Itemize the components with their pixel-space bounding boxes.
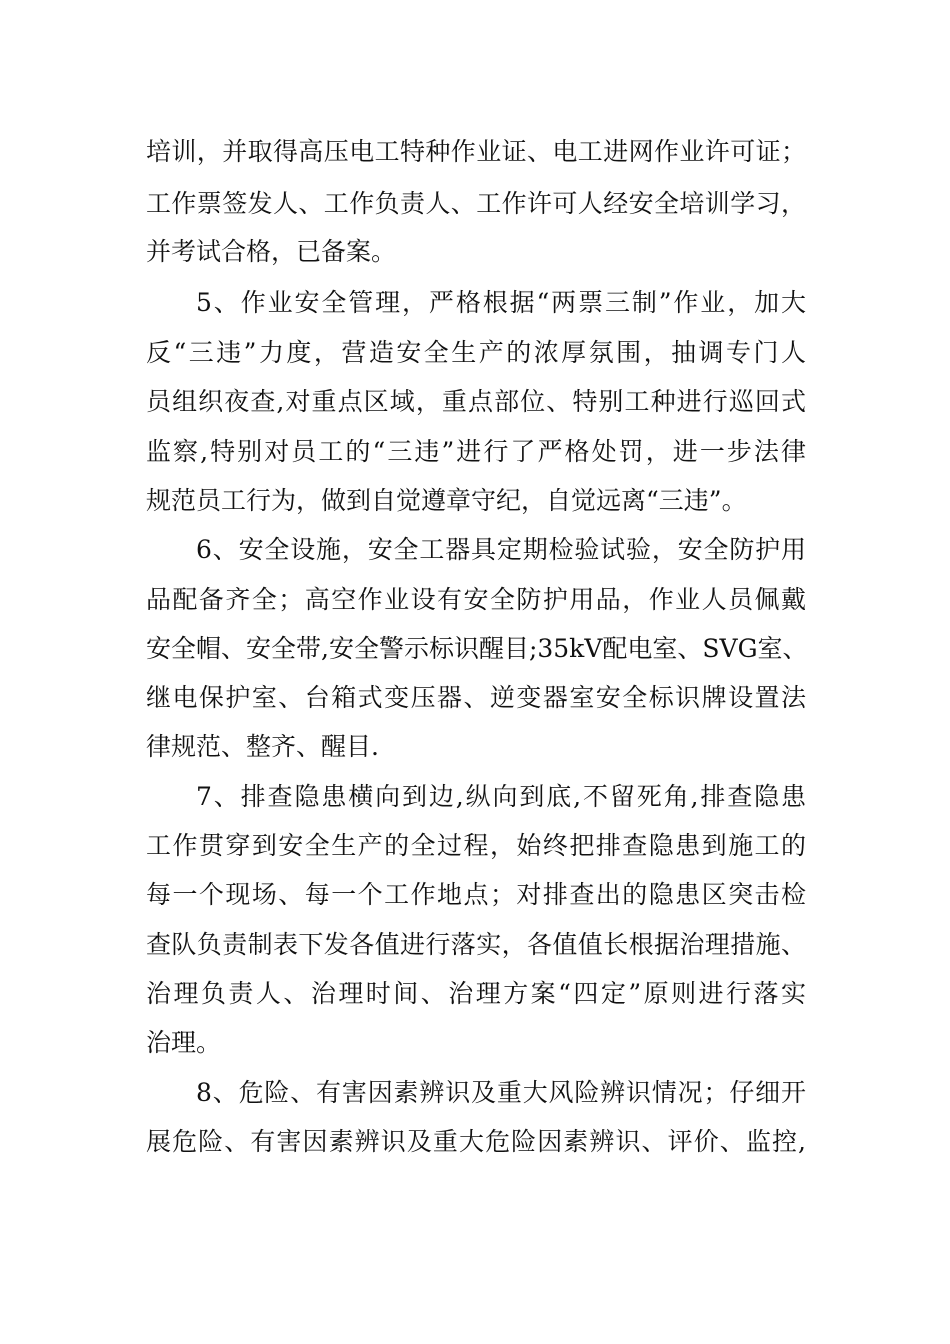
text-line: 继电保护室、台箱式变压器、逆变器室安全标识牌设置法 bbox=[146, 683, 806, 712]
text-line: 治理负责人、治理时间、治理方案“四定”原则进行落实 bbox=[146, 979, 806, 1008]
text-line: 监察,特别对员工的“三违”进行了严格处罚，进一步法律 bbox=[146, 437, 806, 466]
text-line: 律规范、整齐、醒目. bbox=[146, 732, 379, 761]
text-line: 品配备齐全；高空作业设有安全防护用品，作业人员佩戴 bbox=[146, 585, 806, 614]
text-line: 培训，并取得高压电工特种作业证、电工进网作业许可证； bbox=[146, 137, 806, 166]
text-line: 并考试合格，已备案。 bbox=[146, 237, 397, 266]
text-line: 8、危险、有害因素辨识及重大风险辨识情况；仔细开 bbox=[196, 1078, 806, 1107]
text-line: 6、安全设施，安全工器具定期检验试验，安全防护用 bbox=[196, 535, 806, 564]
text-line: 治理。 bbox=[146, 1028, 222, 1057]
text-line: 查队负责制表下发各值进行落实，各值值长根据治理措施、 bbox=[146, 930, 806, 959]
text-line: 员组织夜查,对重点区域，重点部位、特别工种进行巡回式 bbox=[146, 387, 806, 416]
text-line: 规范员工行为，做到自觉遵章守纪，自觉远离“三违”。 bbox=[146, 486, 747, 515]
text-line: 每一个现场、每一个工作地点；对排查出的隐患区突击检 bbox=[146, 880, 806, 909]
text-line: 展危险、有害因素辨识及重大危险因素辨识、评价、监控, bbox=[146, 1127, 806, 1156]
text-line: 5、作业安全管理，严格根据“两票三制”作业，加大 bbox=[196, 288, 806, 317]
text-line: 工作贯穿到安全生产的全过程，始终把排查隐患到施工的 bbox=[146, 831, 806, 860]
text-line: 工作票签发人、工作负责人、工作许可人经安全培训学习， bbox=[146, 189, 806, 218]
text-line: 反“三违”力度，营造安全生产的浓厚氛围，抽调专门人 bbox=[146, 338, 806, 367]
text-line: 7、排查隐患横向到边,纵向到底,不留死角,排查隐患 bbox=[196, 782, 806, 811]
text-line: 安全帽、安全带,安全警示标识醒目;35kV配电室、SVG室、 bbox=[146, 634, 808, 663]
